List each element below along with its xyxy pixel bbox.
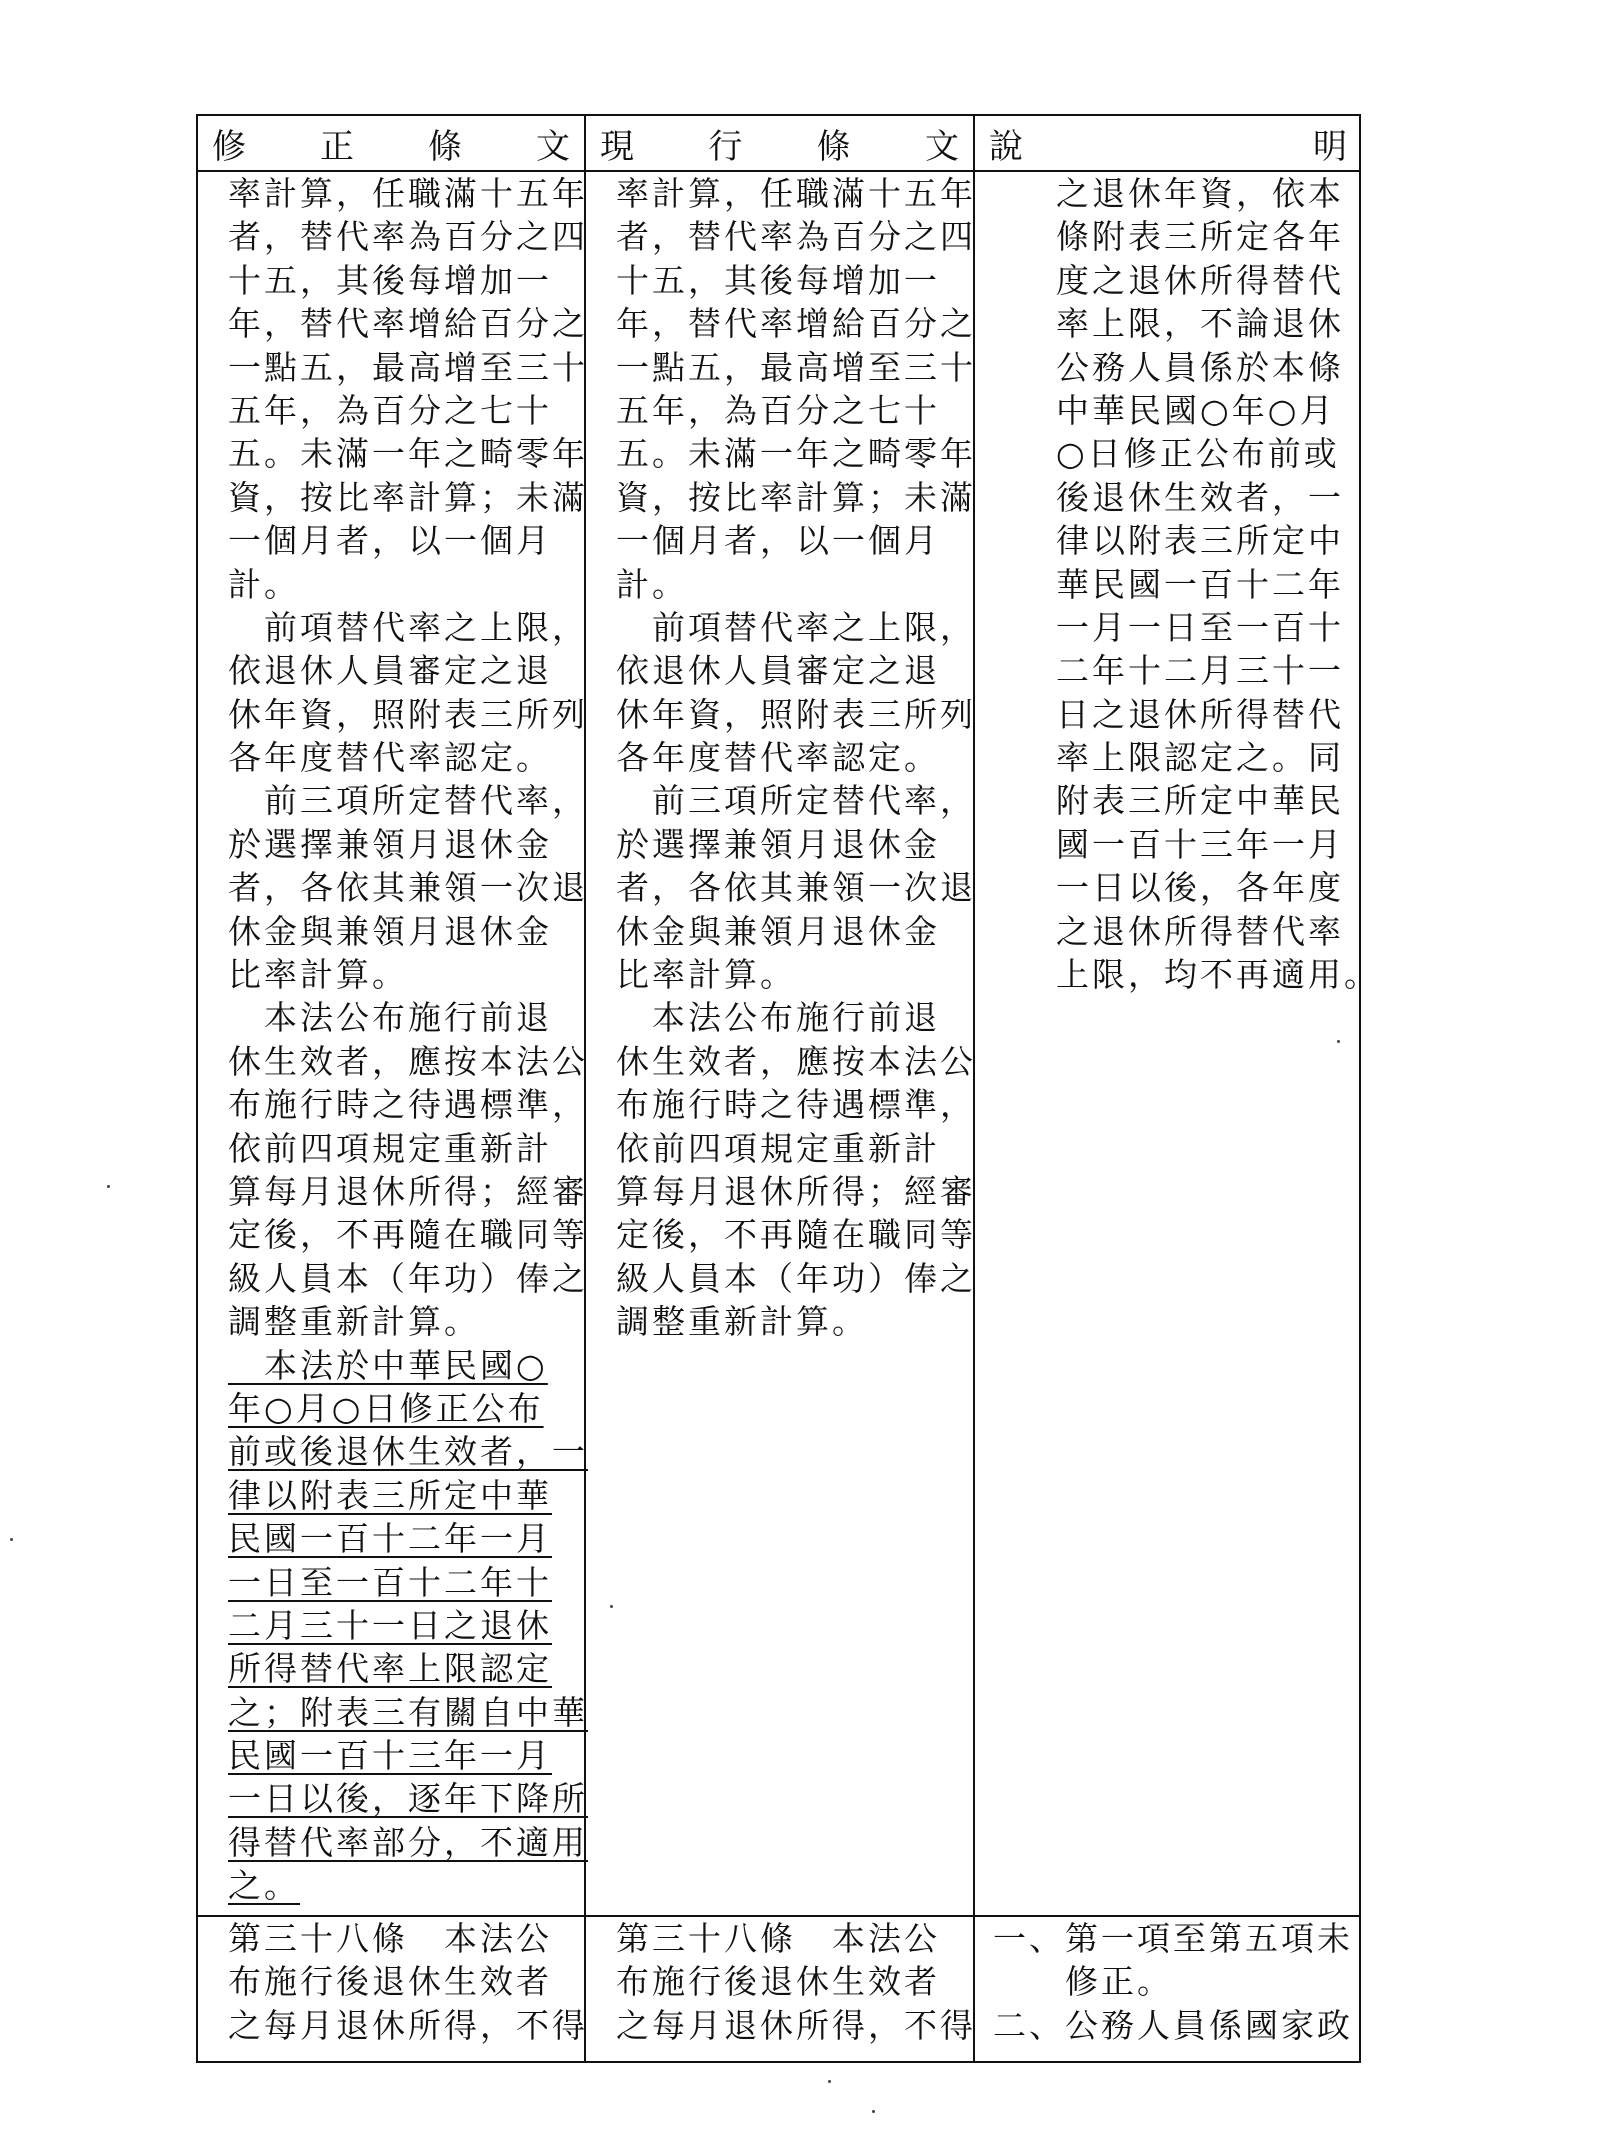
text-line: 附表三所定中華民: [1056, 781, 1344, 821]
text-line: 一日至一百十二年十: [228, 1562, 552, 1602]
text-line: 之每月退休所得，不得: [228, 2005, 588, 2045]
text-line: 者，各依其兼領一次退: [228, 868, 588, 908]
text-line: 前三項所定替代率，: [228, 781, 588, 821]
header-char: 說: [989, 126, 1023, 167]
text-line: 華民國一百十二年: [1056, 564, 1344, 604]
text-line: 前或後退休生效者，一: [228, 1432, 588, 1472]
text-line: 日之退休所得替代: [1056, 694, 1344, 734]
row1-amended-text: [228, 172, 588, 1908]
text-line: 一日以後，逐年下降所: [228, 1779, 588, 1819]
text-line: 於選擇兼領月退休金: [228, 824, 552, 864]
text-line: 布施行後退休生效者: [228, 1962, 552, 2002]
text-line: 率計算，任職滿十五年: [616, 174, 976, 213]
text-line: 十五，其後每增加一: [616, 260, 940, 300]
text-line: 率上限認定之。同: [1056, 738, 1344, 778]
text-line: 本法公布施行前退: [616, 998, 940, 1038]
row1-current-text: [616, 172, 976, 1344]
text-line: 律以附表三所定中華: [228, 1475, 552, 1515]
text-line: 民國一百十二年一月: [228, 1519, 552, 1559]
text-line: 之退休年資，依本: [1056, 174, 1344, 213]
text-line: 級人員本（年功）俸之: [616, 1258, 976, 1298]
text-line: 五。未滿一年之畸零年: [228, 434, 588, 474]
text-line: 布施行時之待遇標準，: [616, 1085, 976, 1125]
text-line: 之每月退休所得，不得: [616, 2005, 976, 2045]
scan-speck: [107, 1185, 110, 1188]
header-current-provisions: [586, 116, 973, 170]
text-line: 之退休所得替代率: [1056, 911, 1344, 951]
text-line: 本法於中華民國○: [228, 1345, 548, 1385]
text-line: 上限，均不再適用。: [1056, 955, 1380, 995]
text-line: 五年，為百分之七十: [616, 390, 940, 430]
row1-explanation-text: [1056, 172, 1380, 996]
header-amended-provisions: [198, 116, 584, 170]
article-38-current: [616, 1917, 976, 2047]
text-line: 休生效者，應按本法公: [616, 1041, 976, 1081]
text-line: 依前四項規定重新計: [228, 1128, 552, 1168]
text-line: 所得替代率上限認定: [228, 1649, 552, 1689]
text-line: 休金與兼領月退休金: [616, 911, 940, 951]
text-line: 年，替代率增給百分之: [616, 304, 976, 344]
scan-speck: [610, 1605, 613, 1608]
text-line: 度之退休所得替代: [1056, 260, 1344, 300]
article-38-explanation: [993, 1917, 1353, 2047]
text-line: 二、公務人員係國家政: [993, 2005, 1353, 2045]
text-line: 之。: [228, 1866, 300, 1906]
text-line: 於選擇兼領月退休金: [616, 824, 940, 864]
scan-speck: [10, 1538, 13, 1541]
text-line: 本法公布施行前退: [228, 998, 552, 1038]
row2-explanation-text: [993, 1917, 1353, 2047]
text-line: 各年度替代率認定。: [228, 738, 552, 778]
text-line: 修正。: [993, 1962, 1173, 2002]
text-line: 計。: [616, 564, 688, 604]
text-line: 休年資，照附表三所列: [616, 694, 976, 734]
text-line: 之；附表三有關自中華: [228, 1692, 588, 1732]
text-line: 算每月退休所得；經審: [228, 1171, 588, 1211]
text-line: 條附表三所定各年: [1056, 217, 1344, 257]
text-line: 計。: [228, 564, 300, 604]
text-line: 各年度替代率認定。: [616, 738, 940, 778]
text-line: 布施行時之待遇標準，: [228, 1085, 588, 1125]
text-line: 一日以後，各年度: [1056, 868, 1344, 908]
text-line: 依退休人員審定之退: [228, 651, 552, 691]
explanation-paragraphs: [1056, 172, 1380, 996]
text-line: 調整重新計算。: [616, 1302, 868, 1342]
text-line: 休金與兼領月退休金: [228, 911, 552, 951]
header-char: 行: [708, 126, 743, 167]
text-line: 一個月者，以一個月: [228, 521, 552, 561]
text-line: 布施行後退休生效者: [616, 1962, 940, 2002]
text-line: 一月一日至一百十: [1056, 607, 1344, 647]
text-line: 年○月○日修正公布: [228, 1388, 544, 1428]
text-line: 定後，不再隨在職同等: [616, 1215, 976, 1255]
text-line: 調整重新計算。: [228, 1302, 480, 1342]
text-line: 比率計算。: [616, 955, 796, 995]
current-paragraphs: [616, 172, 976, 1344]
row2-current-text: [616, 1917, 976, 2047]
amended-new-paragraph: [228, 1344, 588, 1908]
header-char: 條: [816, 126, 851, 167]
text-line: 公務人員係於本條: [1056, 347, 1344, 387]
text-line: 得替代率部分，不適用: [228, 1822, 588, 1862]
text-line: 一點五，最高增至三十: [228, 347, 588, 387]
text-line: 資，按比率計算；未滿: [228, 477, 588, 517]
text-line: 民國一百十三年一月: [228, 1736, 552, 1776]
text-line: 一個月者，以一個月: [616, 521, 940, 561]
header-char: 修: [212, 126, 246, 167]
comparison-table: [196, 114, 1380, 2063]
text-line: 十五，其後每增加一: [228, 260, 552, 300]
text-line: 五。未滿一年之畸零年: [616, 434, 976, 474]
text-line: 級人員本（年功）俸之: [228, 1258, 588, 1298]
text-line: 比率計算。: [228, 955, 408, 995]
text-line: 者，替代率為百分之四: [228, 217, 588, 257]
header-explanation: [975, 116, 1361, 170]
header-char: 正: [320, 126, 354, 167]
header-char: 現: [600, 126, 634, 167]
text-line: 資，按比率計算；未滿: [616, 477, 976, 517]
text-line: 前項替代率之上限，: [616, 607, 976, 647]
text-line: 中華民國○年○月: [1056, 390, 1336, 430]
text-line: 一、第一項至第五項未: [993, 1919, 1353, 1958]
text-line: 定後，不再隨在職同等: [228, 1215, 588, 1255]
text-line: ○日修正公布前或: [1056, 434, 1340, 474]
text-line: 國一百十三年一月: [1056, 824, 1344, 864]
text-line: 年，替代率增給百分之: [228, 304, 588, 344]
text-line: 律以附表三所定中: [1056, 521, 1344, 561]
text-line: 後退休生效者，一: [1056, 477, 1344, 517]
scan-speck: [1337, 1040, 1340, 1043]
text-line: 者，各依其兼領一次退: [616, 868, 976, 908]
text-line: 依退休人員審定之退: [616, 651, 940, 691]
header-char: 文: [536, 126, 570, 167]
text-line: 前三項所定替代率，: [616, 781, 976, 821]
text-line: 者，替代率為百分之四: [616, 217, 976, 257]
text-line: 五年，為百分之七十: [228, 390, 552, 430]
scan-speck: [828, 2080, 831, 2083]
amended-unchanged-paragraphs: [228, 172, 588, 1344]
text-line: 算每月退休所得；經審: [616, 1171, 976, 1211]
article-38-amended: [228, 1917, 588, 2047]
text-line: 依前四項規定重新計: [616, 1128, 940, 1168]
text-line: 休生效者，應按本法公: [228, 1041, 588, 1081]
text-line: 一點五，最高增至三十: [616, 347, 976, 387]
header-char: 明: [1313, 126, 1347, 167]
scan-speck: [872, 2110, 875, 2113]
text-line: 二年十二月三十一: [1056, 651, 1344, 691]
header-char: 條: [428, 126, 462, 167]
header-char: 文: [924, 126, 959, 167]
text-line: 前項替代率之上限，: [228, 607, 588, 647]
text-line: 休年資，照附表三所列: [228, 694, 588, 734]
text-line: 率計算，任職滿十五年: [228, 174, 588, 213]
text-line: 第三十八條 本法公: [228, 1919, 552, 1958]
text-line: 二月三十一日之退休: [228, 1605, 552, 1645]
row2-amended-text: [228, 1917, 588, 2047]
text-line: 第三十八條 本法公: [616, 1919, 940, 1958]
text-line: 率上限，不論退休: [1056, 304, 1344, 344]
